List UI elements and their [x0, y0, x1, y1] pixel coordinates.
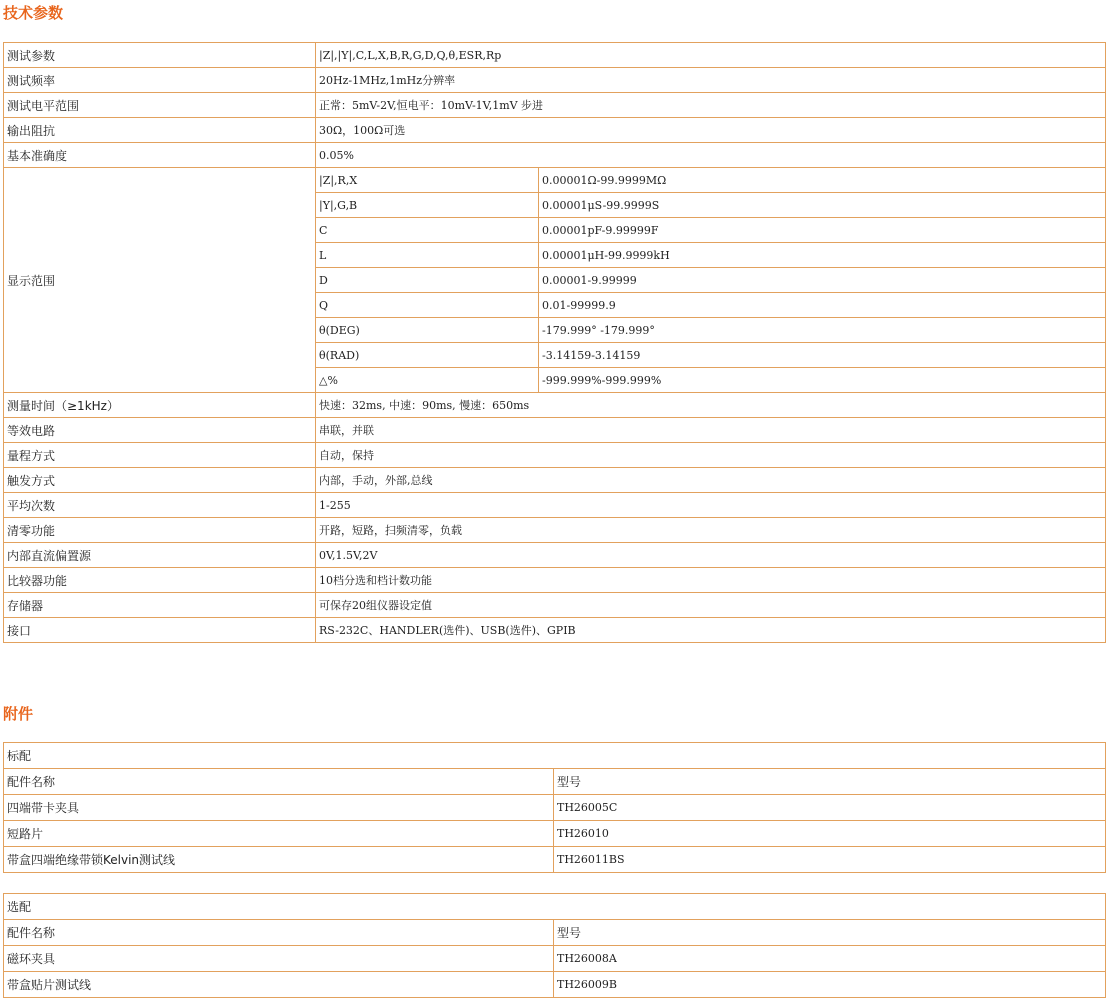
range-param: |Z|,R,X [316, 168, 539, 193]
accessory-name: 带盒四端绝缘带锁Kelvin测试线 [4, 847, 554, 873]
spec-label: 触发方式 [4, 468, 316, 493]
spec-row [4, 618, 1106, 643]
range-value: -999.999%-999.999% [539, 368, 1106, 393]
spec-value: 快速：32ms, 中速：90ms, 慢速：650ms [316, 393, 1106, 418]
range-value: -3.14159-3.14159 [539, 343, 1106, 368]
table-row [4, 795, 1106, 821]
range-param: C [316, 218, 539, 243]
spec-label: 基本准确度 [4, 143, 316, 168]
spec-label: 接口 [4, 618, 316, 643]
spec-row [4, 143, 1106, 168]
spec-row [4, 43, 1106, 68]
spec-label: 比较器功能 [4, 568, 316, 593]
spec-value: 0.05% [316, 143, 1106, 168]
spec-value: 自动，保持 [316, 443, 1106, 468]
spec-label: 平均次数 [4, 493, 316, 518]
spec-value: 30Ω，100Ω可选 [316, 118, 1106, 143]
spec-value: 1-255 [316, 493, 1106, 518]
column-header-model: 型号 [554, 769, 1106, 795]
range-value: 0.00001pF-9.99999F [539, 218, 1106, 243]
column-header-name: 配件名称 [4, 920, 554, 946]
range-value: 0.00001μS-99.9999S [539, 193, 1106, 218]
spec-label: 清零功能 [4, 518, 316, 543]
optional-heading: 选配 [4, 894, 1106, 920]
spec-row [4, 468, 1106, 493]
spec-row [4, 518, 1106, 543]
table-row [4, 946, 1106, 972]
range-value: 0.00001-9.99999 [539, 268, 1106, 293]
specs-table [3, 42, 1106, 643]
spec-label: 量程方式 [4, 443, 316, 468]
spec-value: 正常：5mV-2V,恒电平：10mV-1V,1mV 步进 [316, 93, 1106, 118]
range-value: 0.01-99999.9 [539, 293, 1106, 318]
accessories-title: 附件 [3, 705, 34, 723]
spec-row [4, 493, 1106, 518]
table-row [4, 972, 1106, 998]
accessory-name: 短路片 [4, 821, 554, 847]
spec-value: 串联，并联 [316, 418, 1106, 443]
spec-value: 20Hz-1MHz,1mHz分辨率 [316, 68, 1106, 93]
spec-value: RS-232C、HANDLER(选件)、USB(选件)、GPIB [316, 618, 1106, 643]
range-value: 0.00001μH-99.9999kH [539, 243, 1106, 268]
spec-label: 测量时间（≥1kHz） [4, 393, 316, 418]
range-value: -179.999° -179.999° [539, 318, 1106, 343]
accessory-model: TH26008A [554, 946, 1106, 972]
standard-heading: 标配 [4, 743, 1106, 769]
range-param: L [316, 243, 539, 268]
display-range-row [4, 168, 1106, 193]
spec-row [4, 568, 1106, 593]
spec-row [4, 93, 1106, 118]
accessory-model: TH26010 [554, 821, 1106, 847]
specs-title: 技术参数 [3, 4, 64, 22]
spec-value: 可保存20组仪器设定值 [316, 593, 1106, 618]
range-param: |Y|,G,B [316, 193, 539, 218]
column-header-model: 型号 [554, 920, 1106, 946]
optional-accessories-table [3, 893, 1106, 998]
spec-label: 输出阻抗 [4, 118, 316, 143]
range-param: θ(RAD) [316, 343, 539, 368]
accessory-model: TH26009B [554, 972, 1106, 998]
range-param: △% [316, 368, 539, 393]
table-heading-row [4, 894, 1106, 920]
accessory-model: TH26005C [554, 795, 1106, 821]
spec-row [4, 418, 1106, 443]
range-param: D [316, 268, 539, 293]
spec-value: 开路，短路，扫频清零，负载 [316, 518, 1106, 543]
spec-row [4, 593, 1106, 618]
range-param: θ(DEG) [316, 318, 539, 343]
spec-label: 测试电平范围 [4, 93, 316, 118]
spec-row [4, 393, 1106, 418]
display-range-label: 显示范围 [4, 168, 316, 393]
spec-row [4, 543, 1106, 568]
range-param: Q [316, 293, 539, 318]
accessory-name: 带盒贴片测试线 [4, 972, 554, 998]
spec-label: 等效电路 [4, 418, 316, 443]
spec-row [4, 443, 1106, 468]
spec-label: 测试频率 [4, 68, 316, 93]
spec-row [4, 118, 1106, 143]
spec-label: 内部直流偏置源 [4, 543, 316, 568]
spec-value: 10档分选和档计数功能 [316, 568, 1106, 593]
table-row [4, 847, 1106, 873]
table-header-row [4, 769, 1106, 795]
spec-value: 内部，手动，外部,总线 [316, 468, 1106, 493]
range-value: 0.00001Ω-99.9999MΩ [539, 168, 1106, 193]
spec-label: 测试参数 [4, 43, 316, 68]
table-heading-row [4, 743, 1106, 769]
column-header-name: 配件名称 [4, 769, 554, 795]
accessory-name: 磁环夹具 [4, 946, 554, 972]
table-header-row [4, 920, 1106, 946]
spec-value: |Z|,|Y|,C,L,X,B,R,G,D,Q,θ,ESR,Rp [316, 43, 1106, 68]
spec-value: 0V,1.5V,2V [316, 543, 1106, 568]
spec-row [4, 68, 1106, 93]
table-row [4, 821, 1106, 847]
accessory-model: TH26011BS [554, 847, 1106, 873]
standard-accessories-table [3, 742, 1106, 873]
spec-label: 存储器 [4, 593, 316, 618]
accessory-name: 四端带卡夹具 [4, 795, 554, 821]
